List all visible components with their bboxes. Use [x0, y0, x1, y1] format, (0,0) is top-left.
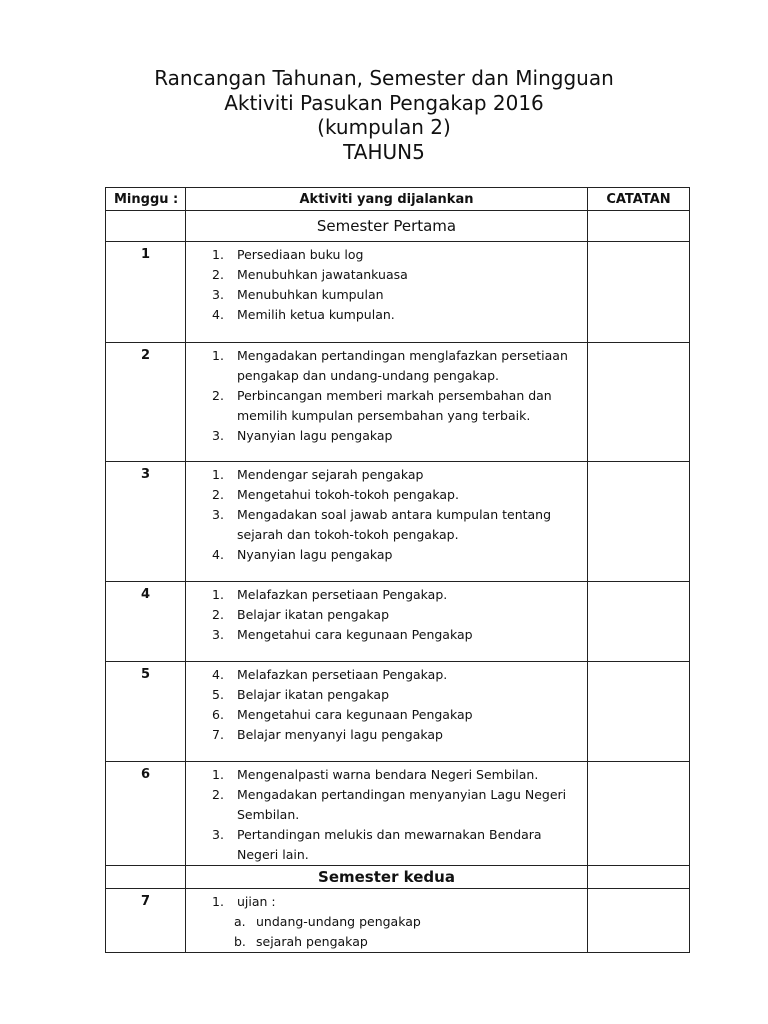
table-row [106, 662, 690, 762]
activity-cell [186, 762, 588, 866]
semester-title: Semester Pertama [186, 211, 588, 242]
list-item: 4. Nyanyian lagu pengakap [212, 547, 393, 562]
document-title [0, 66, 768, 164]
title-line: Rancangan Tahunan, Semester dan Mingguan [154, 66, 614, 90]
list-item: 1. Mendengar sejarah pengakap [212, 467, 424, 482]
activity-cell [186, 343, 588, 462]
list-item: 3. Pertandingan melukis dan mewarnakan Bendara Negeri lain. [212, 827, 542, 862]
header-minggu: Minggu : [106, 188, 186, 211]
list-item: 2. Mengetahui tokoh-tokoh pengakap. [212, 487, 459, 502]
list-item: 6. Mengetahui cara kegunaan Pengakap [212, 707, 473, 722]
title-line: (kumpulan 2) [317, 115, 451, 139]
sub-list-item: a. undang-undang pengakap [234, 914, 421, 929]
week-number: 3 [106, 462, 186, 582]
list-item: 7. Belajar menyanyi lagu pengakap [212, 727, 443, 742]
list-item: 1. ujian : [212, 894, 276, 909]
list-item: 2. Menubuhkan jawatankuasa [212, 267, 408, 282]
activity-cell [186, 582, 588, 662]
activity-cell [186, 889, 588, 953]
semester-row [106, 211, 690, 242]
semester-row [106, 866, 690, 889]
list-item: 2. Mengadakan pertandingan menyanyian Lagu Negeri Sembilan. [212, 787, 567, 822]
list-item: 3. Nyanyian lagu pengakap [212, 428, 393, 443]
week-number: 5 [106, 662, 186, 762]
list-item: 1. Mengadakan pertandingan menglafazkan persetiaan pengakap dan undang-undang pengakap. [212, 348, 568, 383]
catatan-cell [588, 889, 690, 953]
table-row [106, 582, 690, 662]
catatan-cell [588, 582, 690, 662]
list-item: 3. Mengetahui cara kegunaan Pengakap [212, 627, 473, 642]
week-number: 7 [106, 889, 186, 953]
activity-cell [186, 242, 588, 343]
catatan-cell [588, 462, 690, 582]
header-aktiviti: Aktiviti yang dijalankan [186, 188, 588, 211]
list-item: 3. Mengadakan soal jawab antara kumpulan tentang sejarah dan tokoh-tokoh pengakap. [212, 507, 552, 542]
activity-cell [186, 662, 588, 762]
table-row [106, 889, 690, 953]
list-item: 5. Belajar ikatan pengakap [212, 687, 390, 702]
catatan-cell [588, 662, 690, 762]
table-row [106, 762, 690, 866]
header-catatan: CATATAN [588, 188, 690, 211]
week-number: 1 [106, 242, 186, 343]
schedule-table [105, 187, 690, 953]
semester-title: Semester kedua [186, 866, 588, 889]
table-row [106, 242, 690, 343]
list-item: 3. Menubuhkan kumpulan [212, 287, 384, 302]
catatan-cell [588, 242, 690, 343]
activity-cell [186, 462, 588, 582]
list-item: 2. Belajar ikatan pengakap [212, 607, 390, 622]
week-number: 2 [106, 343, 186, 462]
table-row [106, 343, 690, 462]
header-row [106, 188, 690, 211]
title-line: TAHUN5 [343, 139, 425, 164]
list-item: 1. Mengenalpasti warna bendara Negeri Sembilan. [212, 767, 539, 782]
list-item: 1. Persediaan buku log [212, 247, 364, 262]
list-item: 4. Melafazkan persetiaan Pengakap. [212, 667, 448, 682]
list-item: 4. Memilih ketua kumpulan. [212, 307, 395, 322]
catatan-cell [588, 343, 690, 462]
week-number: 4 [106, 582, 186, 662]
list-item: 1. Melafazkan persetiaan Pengakap. [212, 587, 448, 602]
catatan-cell [588, 762, 690, 866]
list-item: 2. Perbincangan memberi markah persembahan dan memilih kumpulan persembahan yang terbaik. [212, 388, 552, 423]
title-line: Aktiviti Pasukan Pengakap 2016 [224, 90, 544, 115]
week-number: 6 [106, 762, 186, 866]
sub-list-item: b. sejarah pengakap [234, 934, 368, 949]
table-row [106, 462, 690, 582]
